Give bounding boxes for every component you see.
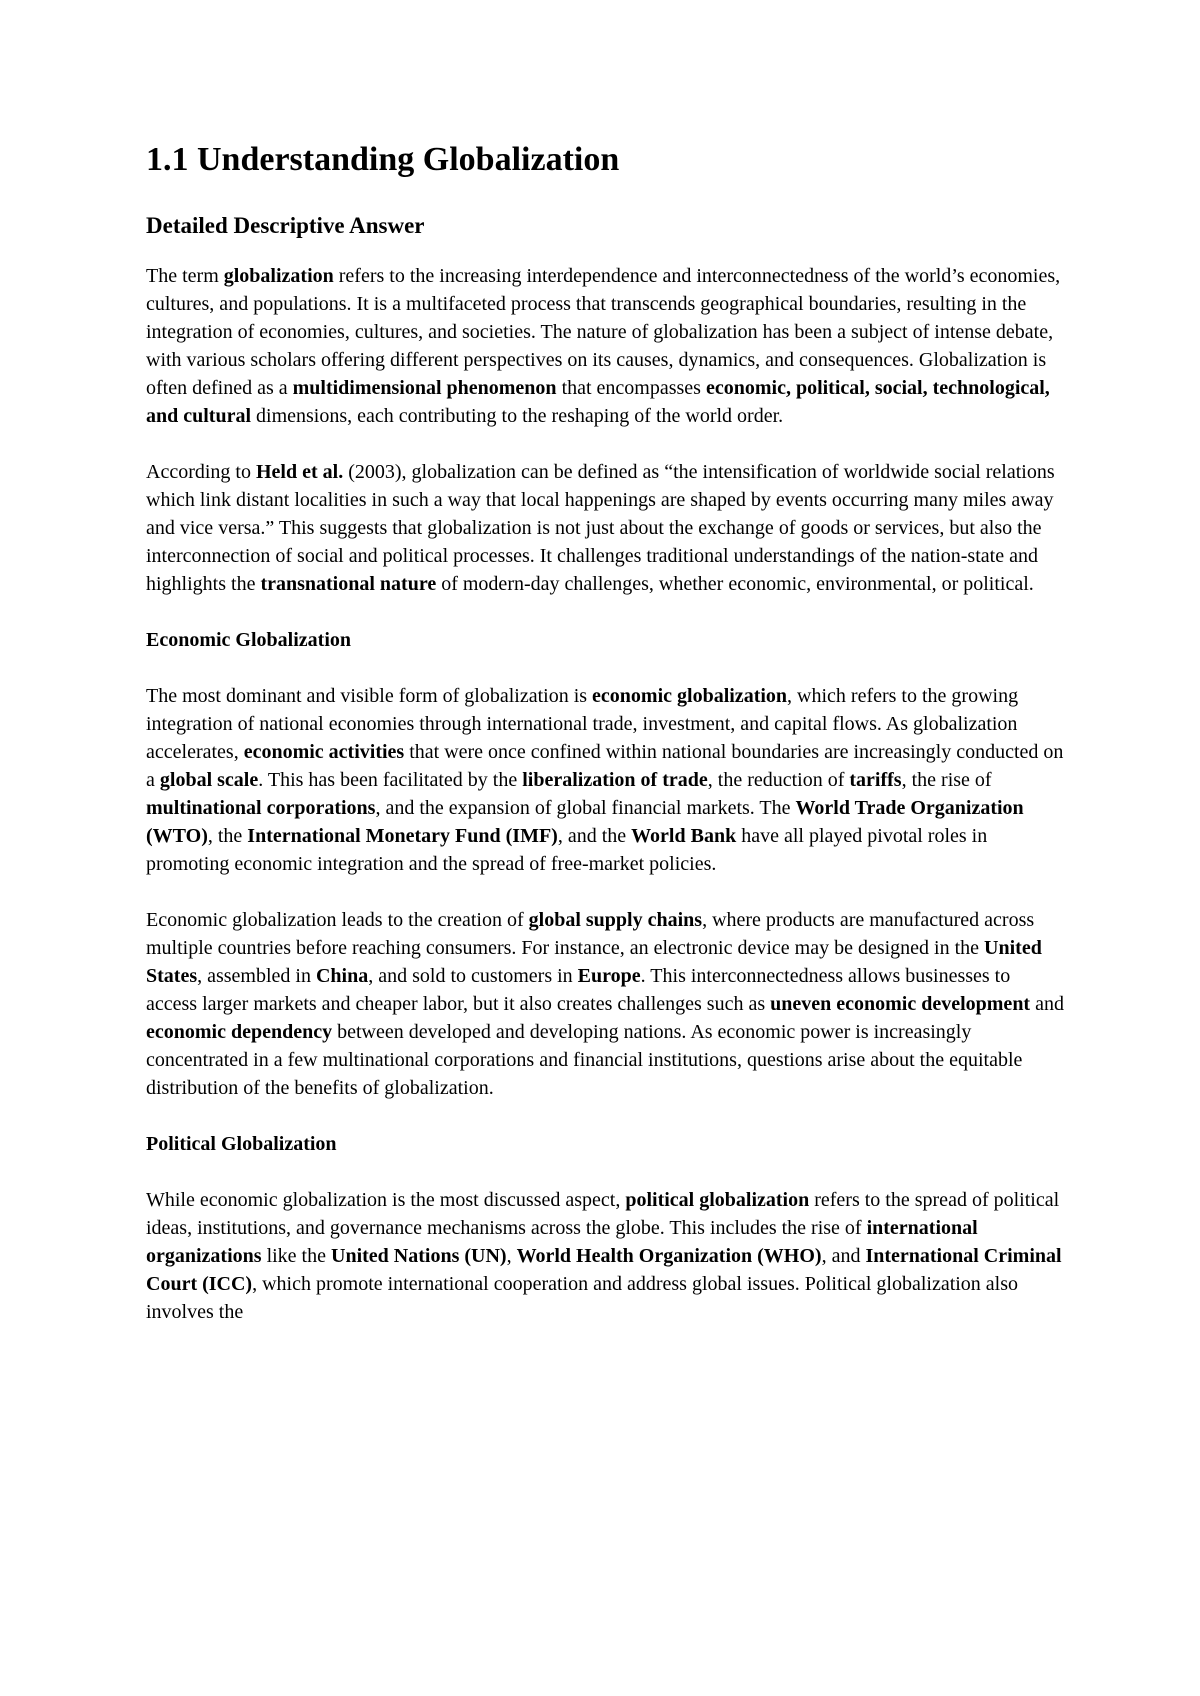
text-run: Economic globalization leads to the creation of — [146, 909, 529, 931]
paragraph-supply-chains — [146, 906, 1066, 1102]
bold-term: transnational nature — [260, 573, 437, 595]
bold-term: global scale — [159, 769, 259, 791]
text-run: . This interconnectedness allows businesses to access larger markets and cheaper labor, but it also creates challenges such as — [146, 965, 1011, 1015]
text-run: , where products are manufactured across multiple countries before reaching consumers. For instance, an electronic device may be designed in the — [146, 909, 1035, 959]
text-run: between developed and developing nations. As economic power is increasingly concentrated in a few multinational corporations and financial institutions, questions arise about the equitable distribution of the benefits of globalization. — [146, 1021, 1023, 1099]
bold-term: Held et al. — [255, 461, 344, 483]
bold-term: political globalization — [625, 1189, 810, 1211]
bold-term: economic activities — [243, 741, 405, 763]
bold-term: United States — [146, 937, 1042, 987]
bold-term: World Health Organization (WHO) — [516, 1245, 822, 1267]
text-run: , the rise of — [901, 769, 992, 791]
text-run: refers to the increasing interdependence and interconnectedness of the world’s economies, cultures, and populations. It is a multifaceted process that transcends geographical boundaries, resulting in the integration of economies, cultures, and societies. The nature of globalization has been a subject of intense debate, with various scholars offering different perspectives on its causes, dynamics, and consequences. Globalization is often defined as a — [146, 265, 1061, 399]
text-run: , and the expansion of global financial markets. The — [375, 797, 796, 819]
text-run: , and sold to customers in — [368, 965, 578, 987]
bold-term: World Bank — [631, 825, 737, 847]
text-run: , and — [821, 1245, 866, 1267]
paragraph-political-globalization — [146, 1186, 1066, 1326]
text-run: The term — [146, 265, 224, 287]
bold-term: international organizations — [146, 1217, 978, 1267]
section-heading-political: Political Globalization — [146, 1133, 337, 1155]
text-run: , which refers to the growing integration of national economies through international trade, investment, and capital flows. As globalization accelerates, — [146, 685, 1019, 763]
bold-term: multinational corporations — [146, 797, 376, 819]
bold-term: China — [315, 965, 369, 987]
text-run: that encompasses — [556, 377, 706, 399]
bold-term: World Trade Organization (WTO) — [146, 797, 1024, 847]
bold-term: economic, political, social, technological, and cultural — [146, 377, 1050, 427]
bold-term: multidimensional phenomenon — [292, 377, 557, 399]
bold-term: tariffs — [849, 769, 902, 791]
paragraph-intro — [146, 262, 1066, 430]
section-heading-economic: Economic Globalization — [146, 629, 351, 651]
document-subtitle: Detailed Descriptive Answer — [146, 213, 425, 238]
text-run: , the — [207, 825, 248, 847]
paragraph-economic-globalization — [146, 682, 1066, 878]
text-run: like the — [261, 1245, 331, 1267]
text-run: , the reduction of — [707, 769, 850, 791]
bold-term: International Monetary Fund (IMF) — [247, 825, 558, 847]
bold-term: uneven economic development — [770, 993, 1031, 1015]
text-run: have all played pivotal roles in promoting economic integration and the spread of free-market policies. — [146, 825, 988, 875]
text-run: dimensions, each contributing to the reshaping of the world order. — [251, 405, 784, 427]
bold-term: International Criminal Court (ICC) — [146, 1245, 1062, 1295]
document-page — [146, 140, 1066, 1354]
bold-term: Europe — [577, 965, 641, 987]
text-run: The most dominant and visible form of globalization is — [146, 685, 593, 707]
text-run: , — [506, 1245, 517, 1267]
text-run: refers to the spread of political ideas, institutions, and governance mechanisms across the globe. This includes the rise of — [146, 1189, 1060, 1239]
text-run: , and the — [557, 825, 632, 847]
bold-term: economic dependency — [146, 1021, 333, 1043]
text-run: of modern-day challenges, whether economic, environmental, or political. — [436, 573, 1034, 595]
bold-term: liberalization of trade — [522, 769, 708, 791]
document-title: 1.1 Understanding Globalization — [146, 141, 620, 178]
bold-term: global supply chains — [528, 909, 703, 931]
text-run: that were once confined within national boundaries are increasingly conducted on a — [146, 741, 1064, 791]
text-run: and — [1030, 993, 1064, 1015]
bold-term: globalization — [223, 265, 334, 287]
paragraph-held-definition — [146, 458, 1066, 598]
bold-term: United Nations (UN) — [331, 1245, 507, 1267]
text-run: (2003), globalization can be defined as “the intensification of worldwide social relations which link distant localities in such a way that local happenings are shaped by events occurring many miles away and vice versa.” This suggests that globalization is not just about the exchange of goods or services, but also the interconnection of social and political processes. It challenges traditional understandings of the nation-state and highlights the — [146, 461, 1055, 595]
text-run: While economic globalization is the most discussed aspect, — [146, 1189, 626, 1211]
bold-term: economic globalization — [592, 685, 788, 707]
text-run: . This has been facilitated by the — [258, 769, 523, 791]
text-run: , assembled in — [197, 965, 316, 987]
text-run: , which promote international cooperation and address global issues. Political globalization also involves the — [146, 1273, 1019, 1323]
text-run: According to — [146, 461, 256, 483]
